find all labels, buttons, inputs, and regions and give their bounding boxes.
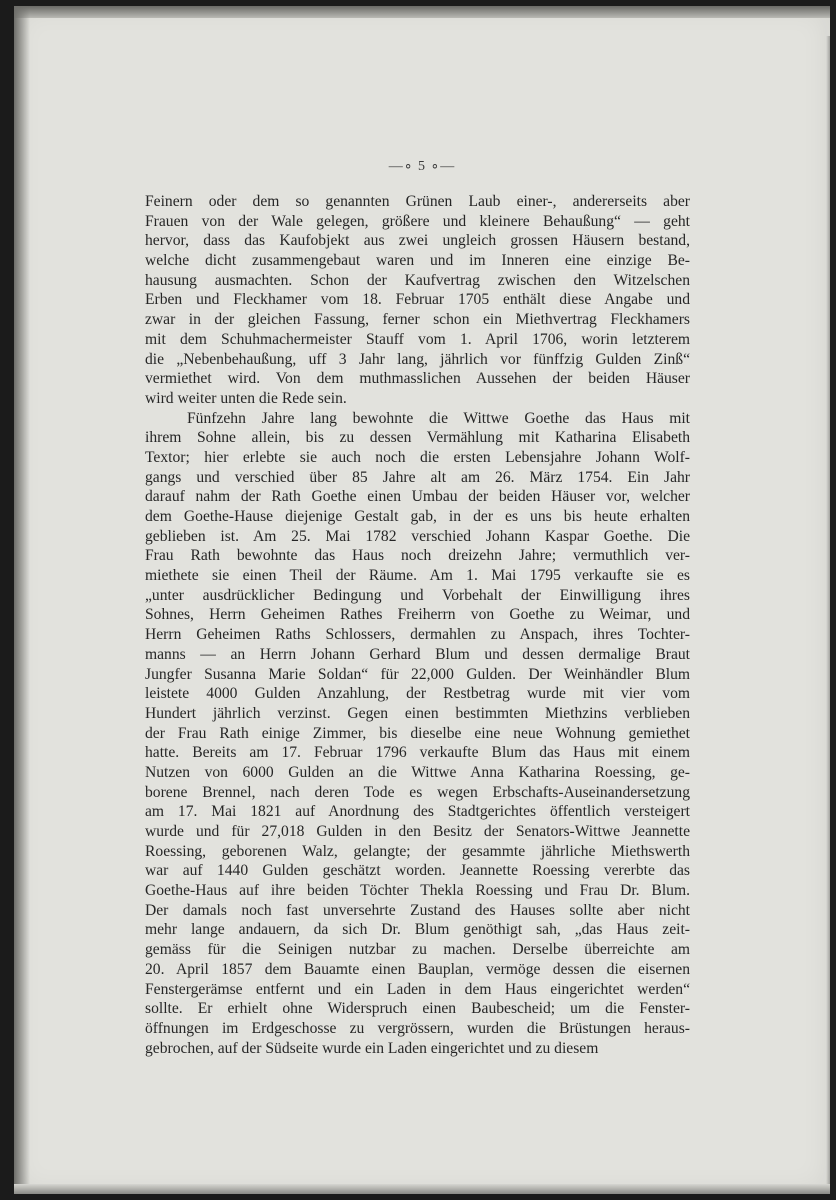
text-line: Herrn Geheimen Raths Schlossers, dermahlen zu Anspach, ihres Tochter-	[145, 626, 690, 644]
text-line: Nutzen von 6000 Gulden an die Wittwe Anna Katharina Roessing, ge-	[145, 763, 690, 781]
text-line: Sohnes, Herrn Geheimen Rathes Freiherrn von Goethe zu Weimar, und	[145, 606, 690, 624]
text-line: Feinern oder dem so genannten Grünen Laub einer-, andererseits aber	[145, 193, 690, 210]
text-line: ihrem Sohne allein, bis zu dessen Vermählung mit Katharina Elisabeth	[145, 429, 690, 447]
text-line: die „Nebenbehaußung, uff 3 Jahr lang, jährlich vor fünffzig Gulden Zinß“	[145, 350, 690, 368]
text-line: Frauen von der Wale gelegen, größere und kleinere Behaußung“ — geht	[145, 212, 690, 230]
paragraph	[145, 192, 690, 409]
text-line: Erben und Fleckhamer vom 18. Februar 1705 enthält diese Angabe und	[145, 291, 690, 309]
text-line: dem Goethe-Hause diejenige Gestalt gab, in der es uns bis heute erhalten	[145, 508, 690, 525]
page-right-edge	[826, 36, 830, 1194]
text-line: Goethe-Haus auf ihre beiden Töchter Thekla Roessing und Frau Dr. Blum.	[145, 882, 690, 900]
text-line: öffnungen im Erdgeschosse zu vergrössern, wurden die Brüstungen heraus-	[145, 1019, 690, 1037]
text-line: gangs und verschied über 85 Jahre alt am 26. März 1754. Ein Jahr	[145, 468, 690, 486]
text-line: gebrochen, auf der Südseite wurde ein Laden eingerichtet und zu diesem	[145, 1039, 599, 1057]
text-line: borene Brennel, nach deren Tode es wegen Erbschafts-Auseinandersetzung	[145, 783, 690, 801]
text-line: am 17. Mai 1821 auf Anordnung des Stadtgerichtes öffentlich versteigert	[145, 803, 690, 821]
text-line: „unter ausdrücklicher Bedingung und Vorbehalt der Einwilligung ihres	[145, 586, 690, 604]
text-line: leistete 4000 Gulden Anzahlung, der Restbetrag wurde mit vier vom	[145, 685, 690, 703]
text-line: zwar in der gleichen Fassung, ferner schon ein Miethvertrag Fleckhamers	[145, 311, 690, 329]
text-line: wurde und für 27,018 Gulden in den Besitz der Senators-Wittwe Jeannette	[145, 823, 690, 840]
binding-shadow	[14, 6, 30, 1194]
page-top-edge	[14, 6, 830, 18]
text-line: Frau Rath bewohnte das Haus noch dreizehn Jahre; vermuthlich ver-	[145, 547, 690, 565]
text-line: vermiethet wird. Von dem muthmasslichen Aussehen der beiden Häuser	[145, 370, 690, 388]
text-line: gemäss für die Seinigen nutzbar zu machen. Derselbe überreichte am	[145, 941, 690, 959]
text-line: Jungfer Susanna Marie Soldan“ für 22,000 Gulden. Der Weinhändler Blum	[145, 665, 690, 683]
text-line: welche dicht zusammengebaut waren und im Inneren eine einzige Be-	[145, 252, 690, 270]
text-line: hausung ausmachten. Schon der Kaufvertrag zwischen den Witzelschen	[145, 271, 690, 289]
page-number: —∘ 5 ∘—	[388, 159, 456, 174]
text-line: hatte. Bereits am 17. Februar 1796 verkaufte Blum das Haus mit einem	[145, 744, 690, 762]
text-line: sollte. Er erhielt ohne Widerspruch einen Baubescheid; um die Fenster-	[145, 1000, 690, 1018]
text-line: manns — an Herrn Johann Gerhard Blum und dessen dermalige Braut	[145, 645, 690, 663]
text-line: mehr lange andauern, da sich Dr. Blum genöthigt sah, „das Haus zeit-	[145, 921, 690, 939]
body-text	[145, 192, 690, 1058]
text-line: war auf 1440 Gulden geschätzt worden. Jeannette Roessing vererbte das	[145, 862, 690, 880]
text-line: Fünfzehn Jahre lang bewohnte die Wittwe Goethe das Haus mit	[187, 409, 690, 427]
book-page	[14, 6, 830, 1194]
text-line: mit dem Schuhmachermeister Stauff vom 1. April 1706, worin letzterem	[145, 330, 690, 348]
text-line: geblieben ist. Am 25. Mai 1782 verschied Johann Kaspar Goethe. Die	[145, 527, 690, 545]
text-line: wird weiter unten die Rede sein.	[145, 389, 347, 407]
text-line: Roessing, geborenen Walz, gelangte; der gesammte jährliche Miethswerth	[145, 842, 690, 860]
text-line: Fenstergerämse entfernt und ein Laden in dem Haus eingerichtet werden“	[145, 980, 690, 998]
text-line: Textor; hier erlebte sie auch noch die ersten Lebensjahre Johann Wolf-	[145, 448, 690, 466]
text-line: hervor, dass das Kaufobjekt aus zwei ungleich grossen Häusern bestand,	[145, 232, 690, 250]
paragraph	[145, 409, 690, 1059]
text-line: miethete sie einen Theil der Räume. Am 1. Mai 1795 verkaufte sie es	[145, 567, 690, 585]
text-line: Der damals noch fast unversehrte Zustand des Hauses sollte aber nicht	[145, 901, 690, 919]
text-line: Hundert jährlich verzinst. Gegen einen bestimmten Miethzins verblieben	[145, 704, 690, 722]
text-line: 20. April 1857 dem Bauamte einen Bauplan, vermöge dessen die eisernen	[145, 960, 690, 978]
page-bottom-edge	[14, 1184, 830, 1194]
text-line: darauf nahm der Rath Goethe einen Umbau der beiden Häuser vor, welcher	[145, 488, 690, 506]
text-line: der Frau Rath einige Zimmer, bis dieselbe eine neue Wohnung gemiethet	[145, 724, 690, 742]
